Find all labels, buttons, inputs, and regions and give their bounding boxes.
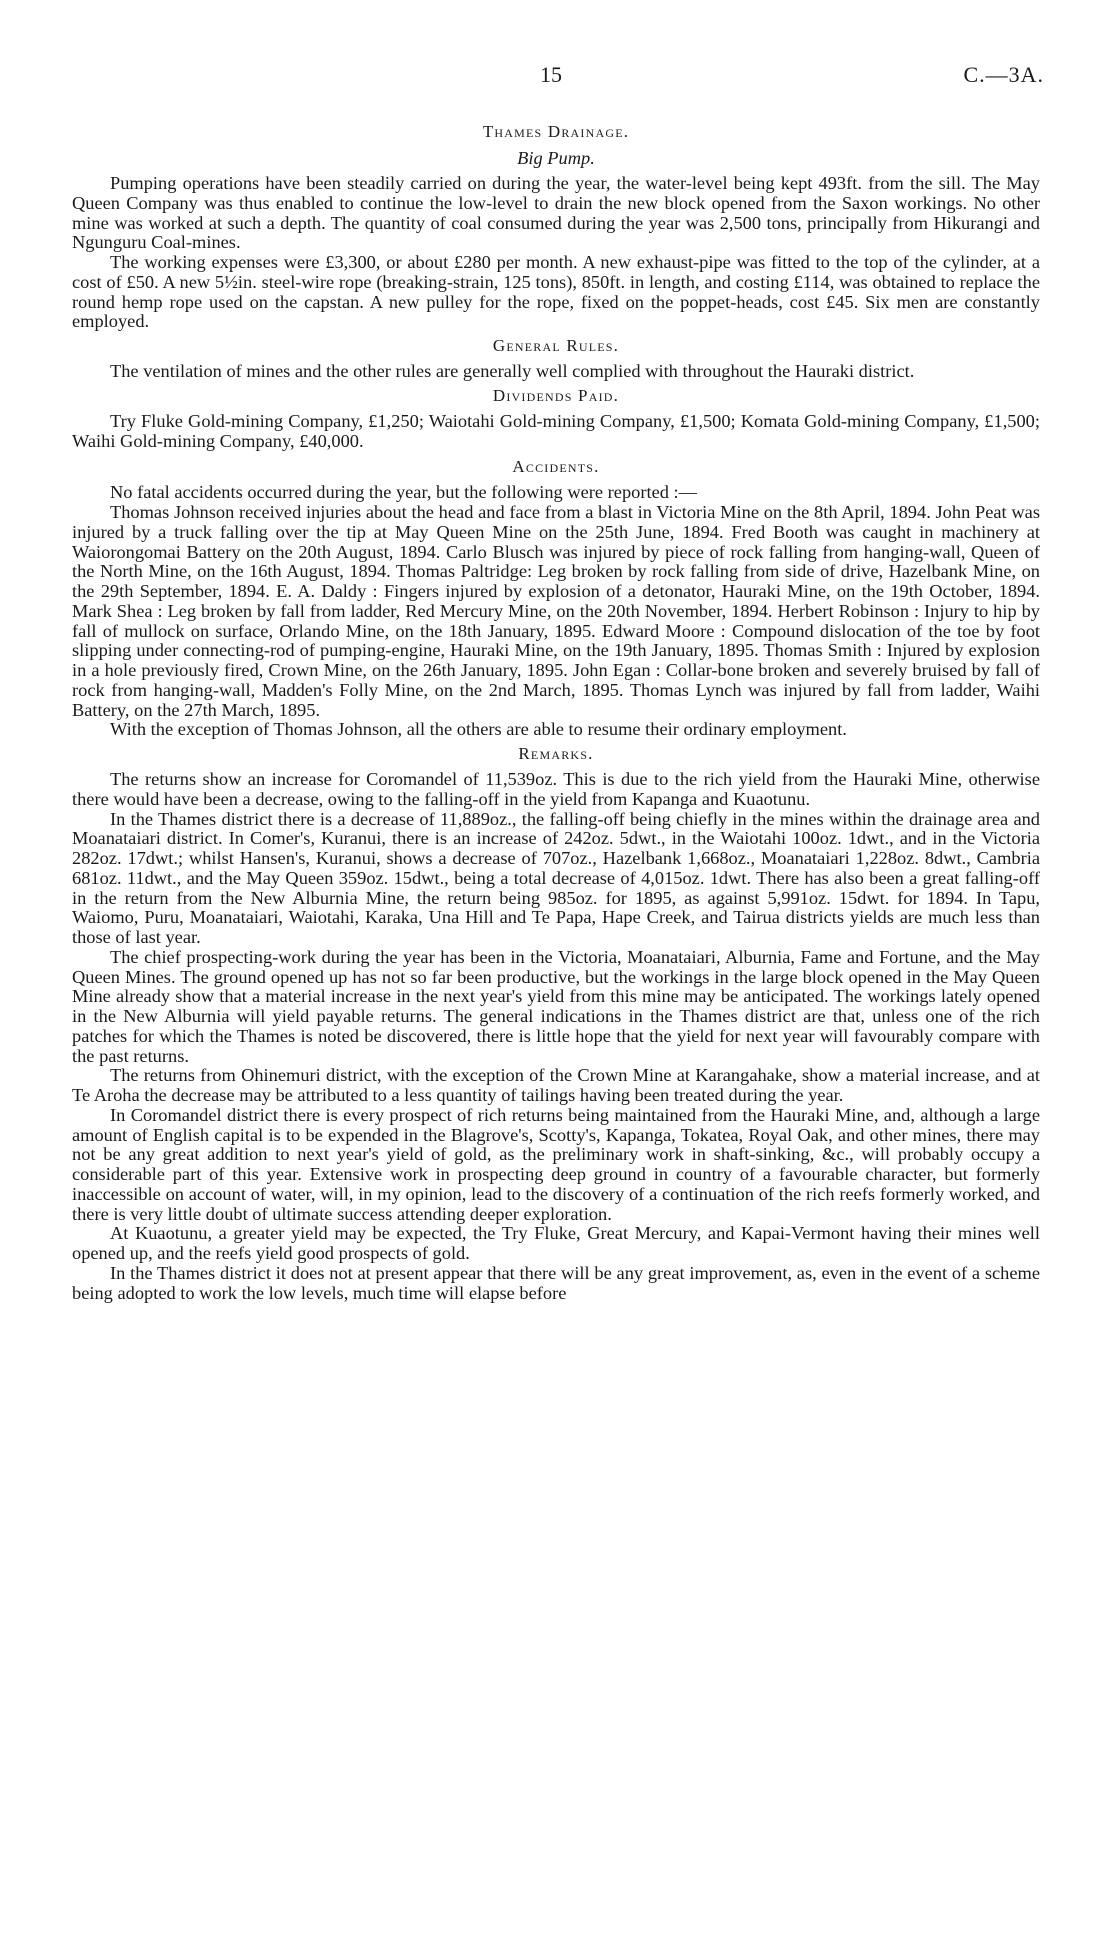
page-header — [0, 62, 1114, 92]
paragraph: At Kuaotunu, a greater yield may be expected, the Try Fluke, Great Mercury, and Kapai-Vermont having their mines well opened up, and the reefs yield good prospects of gold. — [72, 1223, 1040, 1263]
paragraph: Thomas Johnson received injuries about the head and face from a blast in Victoria Mine on the 8th April, 1894. John Peat was injured by a truck falling over the tip at May Queen Mine on the 25th June, 1894. Fred Booth was caught in machinery at Waiorongomai Battery on the 20th August, 1894. Carlo Blusch was injured by piece of rock falling from hanging-wall, Queen of the North Mine, on the 16th August, 1894. Thomas Paltridge: Leg broken by rock falling from side of drive, Hazelbank Mine, on the 29th September, 1894. E. A. Daldy : Fingers injured by explosion of a detonator, Hauraki Mine, on the 19th October, 1894. Mark Shea : Leg broken by fall from ladder, Red Mercury Mine, on the 20th November, 1894. Herbert Robinson : Injury to hip by fall of mullock on surface, Orlando Mine, on the 18th January, 1895. Edward Moore : Compound dislocation of the toe by foot slipping under connecting-rod of pumping-engine, Hauraki Mine, on the 19th January, 1895. Thomas Smith : Injured by explosion in a hole previously fired, Crown Mine, on the 26th January, 1895. John Egan : Collar-bone broken and severely bruised by fall of rock from hanging-wall, Madden's Folly Mine, on the 2nd March, 1895. Thomas Lynch was injured by fall from ladder, Waihi Battery, on the 27th March, 1895. — [72, 502, 1040, 720]
section-subtitle-big-pump: Big Pump. — [517, 148, 595, 168]
paragraph: Try Fluke Gold-mining Company, £1,250; Waiotahi Gold-mining Company, £1,500; Komata Gold-mining Company, £1,500; Waihi Gold-mining Company, £40,000. — [72, 410, 1040, 451]
paragraph: The returns show an increase for Coromandel of 11,539oz. This is due to the rich yield from the Hauraki Mine, otherwise there would have been a decrease, owing to the falling-off in the yield from Kapanga and Kuaotunu. — [72, 769, 1040, 809]
paragraph: No fatal accidents occurred during the year, but the following were reported :— — [110, 482, 698, 503]
paragraph: The working expenses were £3,300, or about £280 per month. A new exhaust-pipe was fitted to the top of the cylinder, at a cost of £50. A new 5½in. steel-wire rope (breaking-strain, 125 tons), 850ft. in length, and costing £114, was obtained to replace the round hemp rope used on the capstan. A new pulley for the rope, fixed on the poppet-heads, cost £45. Six men are constantly employed. — [72, 252, 1040, 332]
paragraph: The ventilation of mines and the other rules are generally well complied with throughout the Hauraki district. — [110, 361, 915, 381]
paragraph: With the exception of Thomas Johnson, all the others are able to resume their ordinary employment. — [110, 719, 847, 740]
paragraph: In the Thames district there is a decrease of 11,889oz., the falling-off being chiefly in the mines within the drainage area and Moanataiari district. In Comer's, Kuranui, there is an increase of 242oz. 5dwt., in the Waiotahi 100oz. 1dwt., and in the Victoria 282oz. 17dwt.; whilst Hansen's, Kuranui, shows a decrease of 707oz., Hazelbank 1,668oz., Moanataiari 1,228oz. 8dwt., Cambria 681oz. 11dwt., and the May Queen 359oz. 15dwt., being a total decrease of 4,015oz. 1dwt. There has also been a great falling-off in the return from the New Alburnia Mine, the return being 985oz. for 1895, as against 5,991oz. 15dwt. for 1894. In Tapu, Waiomo, Puru, Moanataiari, Waiotahi, Karaka, Una Hill and Te Papa, Hape Creek, and Tairua districts yields are much less than those of last year. — [72, 808, 1040, 947]
document-reference: C.—3A. — [963, 62, 1044, 87]
document-body — [72, 118, 1040, 1303]
section-title-remarks: Remarks. — [518, 744, 594, 763]
paragraph: The returns from Ohinemuri district, with the exception of the Crown Mine at Karangahake, show a material increase, and at Te Aroha the decrease may be attributed to a less quantity of tailings having been treated during the year. — [72, 1065, 1040, 1105]
section-title-thames-drainage: Thames Drainage. — [482, 122, 630, 141]
paragraph: The chief prospecting-work during the year has been in the Victoria, Moanataiari, Alburnia, Fame and Fortune, and the May Queen Mines. The ground opened up has not so far been productive, but the workings in the large block opened in the May Queen Mine already show that a material increase in the next year's yield from this mine may be anticipated. The workings lately opened in the New Alburnia will yield payable returns. The general indications in the Thames district are that, unless one of the rich patches for which the Thames is noted be discovered, there is little hope that the yield for next year will favourably compare with the past returns. — [72, 946, 1040, 1066]
section-title-dividends-paid: Dividends Paid. — [492, 385, 620, 405]
page-number: 15 — [540, 62, 562, 87]
paragraph: In the Thames district it does not at present appear that there will be any great improvement, as, even in the event of a scheme being adopted to work the low levels, much time will elapse before — [72, 1262, 1040, 1303]
section-title-accidents: Accidents. — [512, 457, 600, 477]
section-title-general-rules: General Rules. — [492, 336, 620, 355]
paragraph: In Coromandel district there is every prospect of rich returns being maintained from the Hauraki Mine, and, although a large amount of English capital is to be expended in the Blagrove's, Scotty's, Kapanga, Tokatea, Royal Oak, and other mines, there may not be any great addition to next year's yield of gold, as the preliminary work in shaft-sinking, &c., will probably occupy a considerable part of this year. Extensive work in prospecting deep ground in country of a favourable character, but formerly inaccessible on account of water, will, in my opinion, lead to the discovery of a continuation of the rich reefs formerly worked, and there is very little doubt of ultimate success attending deeper exploration. — [72, 1104, 1040, 1224]
paragraph: Pumping operations have been steadily carried on during the year, the water-level being kept 493ft. from the sill. The May Queen Company was thus enabled to continue the low-level to drain the new block opened from the Saxon workings. No other mine was worked at such a depth. The quantity of coal consumed during the year was 2,500 tons, principally from Hikurangi and Ngunguru Coal-mines. — [72, 173, 1040, 253]
